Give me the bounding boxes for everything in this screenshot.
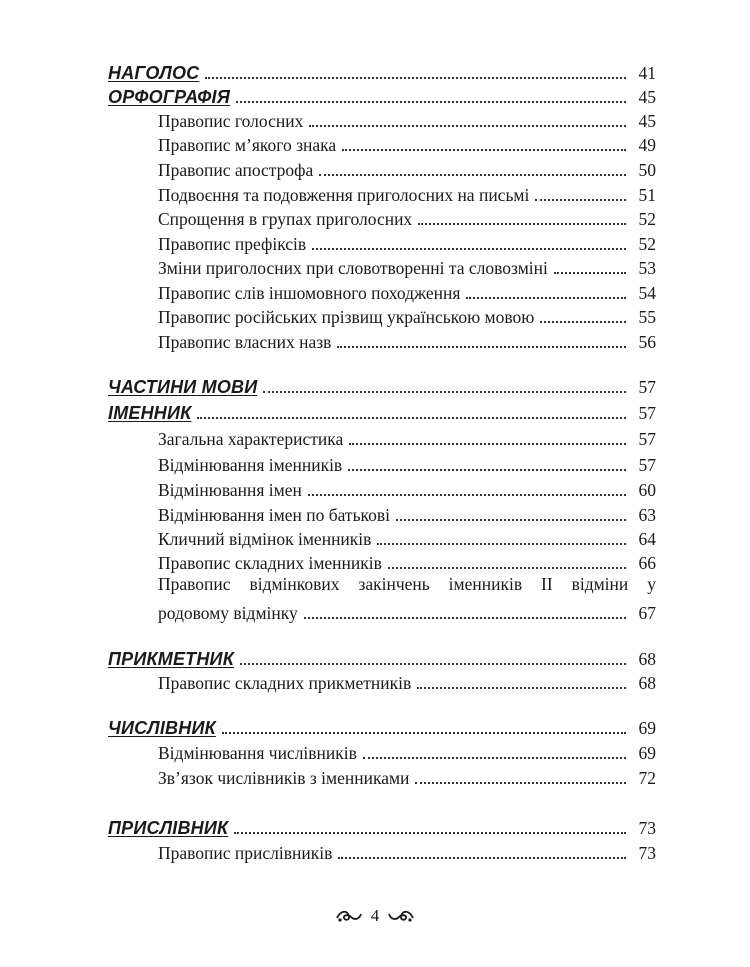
page-footer — [0, 906, 750, 926]
toc-page-number: 57 — [638, 377, 656, 397]
toc-entry-vlasni[interactable] — [158, 327, 656, 353]
dot-leader — [308, 494, 626, 496]
toc-subentry-title: Правопис складних іменників — [158, 553, 382, 573]
toc-subentry-title: Правопис голосних — [158, 111, 304, 131]
title-word: закінчень — [358, 574, 430, 594]
toc-entry-rosiiski[interactable] — [158, 302, 656, 328]
dot-leader — [388, 567, 626, 569]
toc-heading: ЧАСТИНИ МОВИ — [108, 377, 258, 397]
toc-entry-miakyi-znak[interactable] — [158, 130, 656, 156]
toc-subentry-title: Подвоєння та подовження приголосних на письмі — [158, 185, 530, 205]
dot-leader — [197, 417, 626, 419]
toc-page-number: 63 — [638, 505, 656, 525]
dot-leader — [236, 101, 626, 103]
title-word: відмінкових — [249, 574, 340, 594]
toc-heading: ОРФОГРАФІЯ — [108, 87, 231, 107]
title-word: у — [647, 574, 656, 594]
toc-entry-chyslivnyk[interactable] — [108, 713, 656, 739]
dot-leader — [312, 248, 626, 250]
toc-subentry-title: Загальна характеристика — [158, 429, 344, 449]
dot-leader — [396, 519, 626, 521]
toc-page-number: 66 — [638, 553, 656, 573]
toc-page-number: 53 — [638, 258, 656, 278]
dot-leader — [466, 297, 626, 299]
dot-leader — [319, 174, 626, 176]
toc-page-number: 55 — [638, 307, 656, 327]
toc-page-number: 45 — [638, 111, 656, 131]
toc-entry-zminy[interactable] — [158, 253, 656, 279]
toc-entry-pryslivnyky[interactable] — [158, 838, 656, 864]
dot-leader — [263, 391, 626, 393]
toc-entry-imennyk[interactable] — [108, 398, 656, 424]
dot-leader — [309, 125, 626, 127]
toc-heading: ПРИКМЕТНИК — [108, 649, 234, 669]
toc-subentry-title: Правопис слів іншомовного походження — [158, 283, 461, 303]
toc-subentry-title: Кличний відмінок іменників — [158, 529, 372, 549]
dot-leader — [342, 149, 626, 151]
page-number: 4 — [370, 906, 380, 925]
toc-subentry-title: Спрощення в групах приголосних — [158, 209, 413, 229]
toc-page-number: 68 — [638, 673, 656, 693]
toc-subentry-title: Правопис префіксів — [158, 234, 307, 254]
toc-entry-orfografiia[interactable] — [108, 82, 656, 108]
toc-entry-skladni-prykmetnyky[interactable] — [158, 668, 656, 694]
toc-heading: ЧИСЛІВНИК — [108, 718, 216, 738]
toc-subentry-title: Правопис складних прикметників — [158, 673, 412, 693]
toc-subentry-title: Зв’язок числівників з іменниками — [158, 768, 410, 788]
toc-entry-zviazok[interactable] — [158, 763, 656, 789]
swirl-ornament-left-icon — [335, 908, 363, 924]
toc-page-number: 68 — [638, 649, 656, 669]
title-word: іменників — [448, 574, 523, 594]
toc-subentry-title: Правопис м’якого знака — [158, 135, 337, 155]
dot-leader — [415, 782, 626, 784]
dot-leader — [535, 199, 626, 201]
swirl-ornament-right-icon — [387, 908, 415, 924]
toc-heading: ПРИСЛІВНИК — [108, 818, 229, 838]
toc-subentry-title: Правопис апострофа — [158, 160, 314, 180]
toc-heading: ІМЕННИК — [108, 403, 192, 423]
toc-entry-pryslivnyk[interactable] — [108, 813, 656, 839]
dot-leader — [338, 857, 626, 859]
title-word: відміни — [571, 574, 629, 594]
toc-page-number: 72 — [638, 768, 656, 788]
toc-page-number: 52 — [638, 234, 656, 254]
dot-leader — [304, 617, 626, 619]
dot-leader — [540, 321, 626, 323]
toc-subentry-title-line1 — [158, 574, 656, 598]
toc-entry-zahalna[interactable] — [158, 424, 656, 450]
toc-page-number: 56 — [638, 332, 656, 352]
toc-entry-holosni[interactable] — [158, 106, 656, 132]
toc-page-number: 57 — [638, 455, 656, 475]
dot-leader — [363, 757, 626, 759]
toc-entry-vidm-po-batkovi[interactable] — [158, 500, 656, 526]
dot-leader — [348, 469, 626, 471]
toc-entry-prefiksy[interactable] — [158, 229, 656, 255]
toc-subentry-title: Правопис прислівників — [158, 843, 333, 863]
title-word: II — [541, 574, 553, 594]
toc-page-number: 57 — [638, 429, 656, 449]
toc-subentry-title: Відмінювання імен по батькові — [158, 505, 391, 525]
toc-page-number: 67 — [638, 603, 656, 623]
toc-page-number: 73 — [638, 818, 656, 838]
dot-leader — [417, 687, 626, 689]
toc-subentry-title: Зміни приголосних при словотворенні та словозміні — [158, 258, 548, 278]
toc-page-number: 51 — [638, 185, 656, 205]
dot-leader — [240, 663, 626, 665]
toc-entry-chastyny[interactable] — [108, 372, 656, 398]
toc-page-number: 69 — [638, 718, 656, 738]
toc-page-number: 50 — [638, 160, 656, 180]
title-word: Правопис — [158, 574, 231, 594]
toc-subentry-title: Відмінювання числівників — [158, 743, 357, 763]
toc-entry-apostrof[interactable] — [158, 155, 656, 181]
toc-entry-vidm-chyslivnykiv[interactable] — [158, 738, 656, 764]
toc-page-number: 41 — [638, 63, 656, 83]
toc-entry-nagolos[interactable] — [108, 58, 656, 84]
dot-leader — [377, 543, 626, 545]
toc-page-number: 52 — [638, 209, 656, 229]
toc-page-number: 60 — [638, 480, 656, 500]
toc-page-number: 49 — [638, 135, 656, 155]
toc-entry-klychnyi[interactable] — [158, 524, 656, 550]
toc-entry-skladni-imennyky[interactable] — [158, 548, 656, 574]
toc-subentry-title: родовому відмінку — [158, 603, 298, 623]
toc-entry-zakinchennia[interactable] — [158, 574, 656, 624]
toc-page-number: 69 — [638, 743, 656, 763]
dot-leader — [337, 346, 626, 348]
toc-entry-sproshchennia[interactable] — [158, 204, 656, 230]
dot-leader — [554, 272, 626, 274]
toc-subentry-title-line2 — [158, 598, 656, 624]
toc-page-number: 54 — [638, 283, 656, 303]
dot-leader — [222, 732, 626, 734]
toc-page-number: 73 — [638, 843, 656, 863]
toc-heading: НАГОЛОС — [108, 63, 200, 83]
dot-leader — [205, 77, 626, 79]
toc-subentry-title: Відмінювання імен — [158, 480, 302, 500]
dot-leader — [349, 443, 626, 445]
toc-page-number: 45 — [638, 87, 656, 107]
toc-subentry-title: Правопис власних назв — [158, 332, 332, 352]
toc-entry-inshomovni[interactable] — [158, 278, 656, 304]
toc-entry-prykmetnyk[interactable] — [108, 644, 656, 670]
toc-subentry-title: Відмінювання іменників — [158, 455, 343, 475]
toc-subentry-title: Правопис російських прізвищ українською мовою — [158, 307, 535, 327]
toc-entry-vidm-imen[interactable] — [158, 475, 656, 501]
toc-page-number: 57 — [638, 403, 656, 423]
dot-leader — [418, 223, 626, 225]
toc-page-number: 64 — [638, 529, 656, 549]
toc-entry-podvoiennia[interactable] — [158, 180, 656, 206]
dot-leader — [234, 832, 626, 834]
toc-entry-vidm-imennykiv[interactable] — [158, 450, 656, 476]
